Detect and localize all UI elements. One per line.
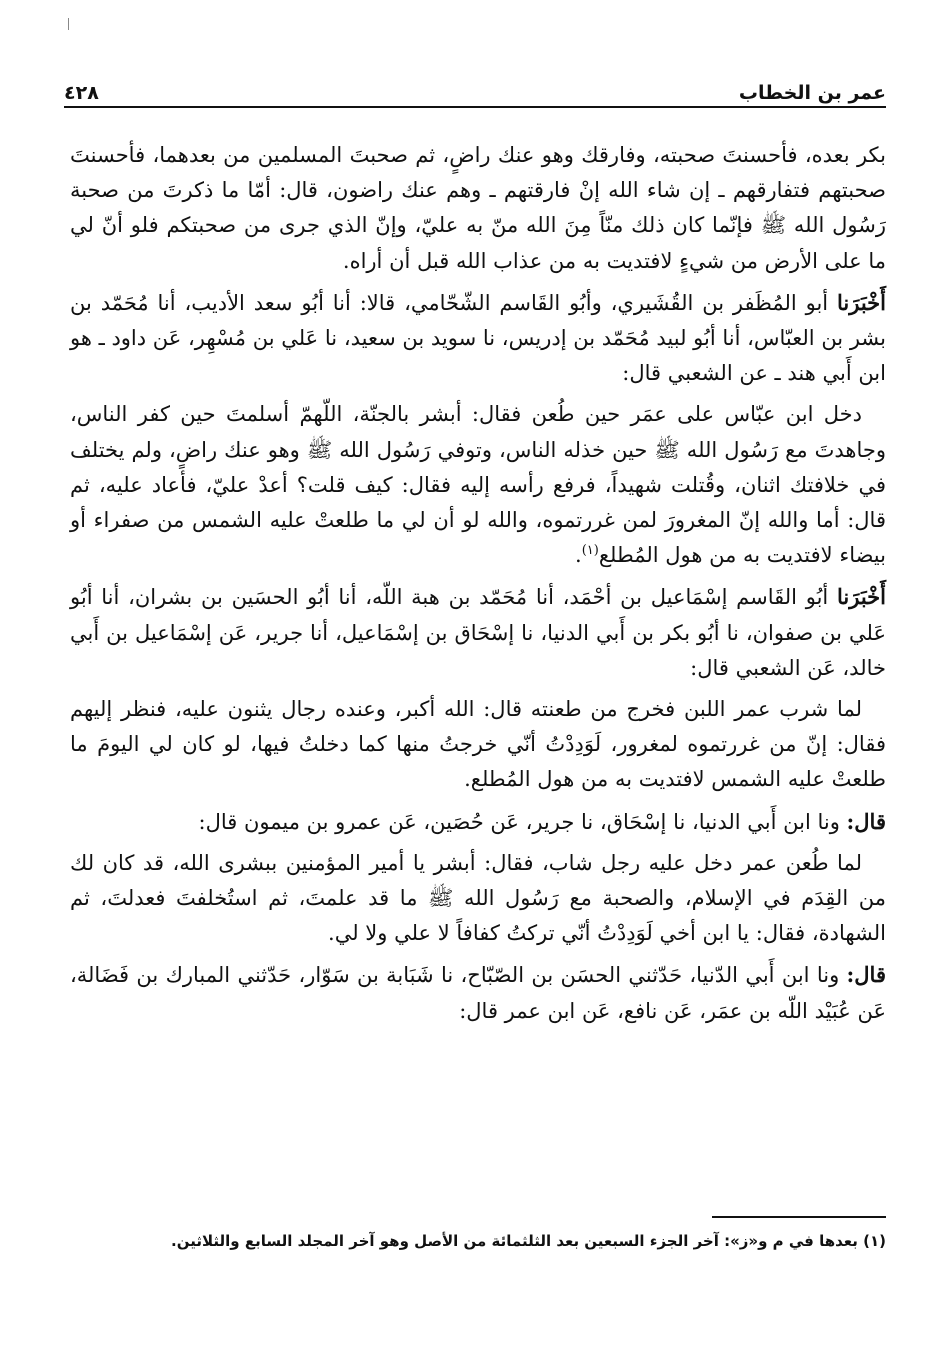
paragraph: [70, 285, 886, 392]
margin-mark: [68, 18, 69, 30]
paragraph: [70, 846, 886, 952]
paragraph: [70, 397, 886, 573]
running-title: عمر بن الخطاب: [738, 82, 886, 104]
paragraph-text: لما طُعن عمر دخل عليه رجل شاب، فقال: أبشر يا أمير المؤمنين ببشرى الله، قد كان لك من القِدَم في الإسلام، والصحبة مع رَسُول الله ﷺ ما قد علمتَ، ثم استُخلفتَ فعدلتَ، ثم الشهادة، فقال: يا ابن أخي لَوَدِدْتُ أنّي تركتُ كفافاً لا علي ولا لي.: [70, 850, 886, 946]
page-number: ٤٢٨: [64, 82, 99, 104]
main-text: [70, 138, 886, 1035]
footnote-marker: (١): [863, 1232, 886, 1250]
paragraph-text: أبو المُظَفر بن القُشَيري، وأبُو القَاسم الشّحّامي، قالا: أنا أبُو سعد الأديب، أنا مُحَمّد بن بشر بن العبّاس، أنا أبُو لبيد مُحَمّد بن إدريس، نا سويد بن سعيد، نا عَلي بن مُسْهِر، عَن داود ـ هو ابن أَبي هند ـ عن الشعبي قال:: [70, 290, 886, 386]
footnote-ref[interactable]: (١): [581, 543, 599, 559]
footnote: [70, 1232, 886, 1250]
paragraph-text: بكر بعده، فأحسنتَ صحبته، وفارقك وهو عنك راضٍ، ثم صحبتَ المسلمين من بعدهما، فأحسنتَ صحبتهم فتفارقهم ـ إن شاء الله إنْ فارقتهم ـ وهم عنك راضون، قال: أمّا ما ذكرتَ من صحبة رَسُول الله ﷺ فإنّما كان ذلك منّاً مِنَ الله منّ به عليّ، وإنّ الذي جرى من صحبتكم فلو أنّ لي ما على الأرض من شيءٍ لافتديت به من عذاب الله قبل أن أراه.: [70, 143, 886, 273]
paragraph: [70, 804, 886, 840]
paragraph-lead: قال:: [846, 962, 886, 988]
footnote-text: بعدها في م و«ز»: آخر الجزء السبعين بعد الثلثمائة من الأصل وهو آخر المجلد السابع والثلاثين.: [171, 1232, 858, 1250]
paragraph-text: أبُو القَاسم إسْمَاعيل بن أحْمَد، أنا مُحَمّد بن هبة اللّه، أنا أبُو الحسَين بن بشران، أنا أبُو عَلي بن صفوان، نا أبُو بكر بن أَبي الدنيا، نا إسْحَاق بن إسْمَاعيل، أنا جرير، عَن إسْمَاعيل بن أَبي خالد، عَن الشعبي قال:: [70, 585, 886, 680]
paragraph-lead: قال:: [846, 808, 886, 834]
paragraph: [70, 138, 886, 279]
paragraph-text: لما شرب عمر اللبن فخرج من طعنته قال: الله أكبر، وعنده رجال يثنون عليه، فنظر إليهم فقال: إنّ من غررتموه لمغرور، لَوَدِدْتُ أنّي خرجتُ منها كما دخلتُ فيها، لو كان لي اليومَ ما طلعتْ عليه الشمس لافتديت به من هول المُطلع.: [70, 697, 886, 792]
paragraph: [70, 579, 886, 686]
paragraph-text: ونا ابن أَبي الدنيا، نا إسْحَاق، نا جرير، عَن حُصَين، عَن عمرو بن ميمون قال:: [198, 809, 847, 834]
paragraph-lead: أَخْبَرَنا: [837, 584, 886, 610]
paragraph-text: دخل ابن عبّاس على عمَر حين طُعن فقال: أبشر بالجنّة، اللّهمّ أسلمتَ حين كفر الناس، وجاهدتَ مع رَسُول الله ﷺ حين خذله الناس، وتوفي رَسُول الله ﷺ وهو عنك راضٍ، ولم يختلف في خلافتك اثنان، وقُتلت شهيداً، فرفع رأسه إليه فقال: كيف قلت؟ أعدْ عليّ، فأعاد عليه، ثم قال: أما والله إنّ المغرورَ لمن غررتموه، والله لو أن لي ما طلعتْ عليه الشمس من صفراء أو بيضاء لافتديت به من هول المُطلع: [70, 402, 886, 568]
paragraph-lead: أَخْبَرَنا: [837, 289, 886, 315]
paragraph: [70, 692, 886, 798]
footnote-rule: [712, 1216, 886, 1218]
header-rule: [64, 106, 886, 108]
period: .: [575, 543, 582, 568]
paragraph-text: ونا ابن أَبي الدّنيا، حَدّثني الحسَن بن الصّبّاح، نا شَبَابة بن سَوّار، حَدّثني المبارك بن فَضَالة، عَن عُبَيْد اللّه بن عمَر، عَن نافع، عَن ابن عمر قال:: [70, 963, 886, 1023]
page-header: [64, 70, 886, 104]
paragraph: [70, 957, 886, 1028]
